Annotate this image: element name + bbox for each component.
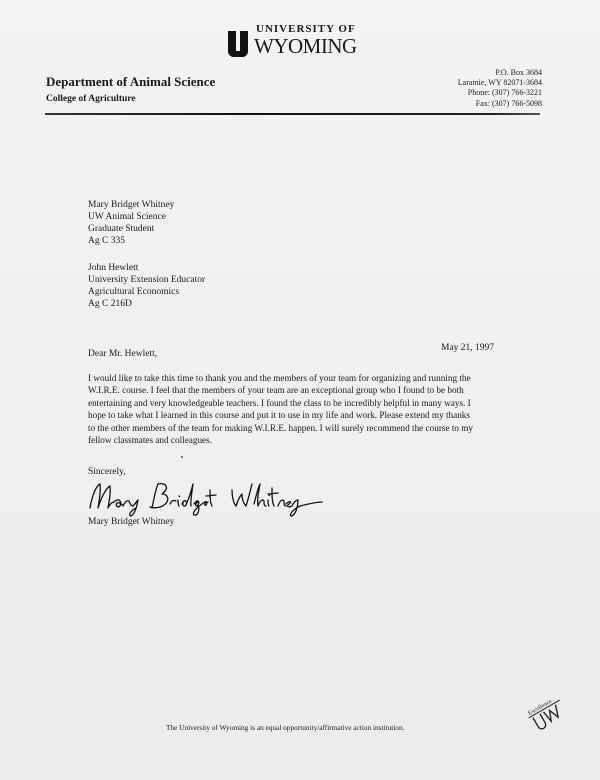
body-line: to the other members of the team for making W.I.R.E. happen. I will surely recommend the course to my [88, 422, 474, 433]
printed-name: Mary Bridget Whitney [88, 517, 175, 527]
department-name: Department of Animal Science [46, 74, 216, 89]
address-phone: Phone: (307) 766-3221 [467, 88, 542, 98]
recipient-line: University Extension Educator [88, 275, 206, 285]
greeting: Dear Mr. Hewlett, [88, 349, 158, 359]
letterhead-address [458, 68, 542, 109]
eeo-statement: The University of Wyoming is an equal opportunity/affirmative action institution. [166, 723, 405, 732]
recipient-block [88, 262, 205, 310]
handwritten-signature [86, 478, 326, 518]
college-name: College of Agriculture [46, 94, 136, 104]
svg-text:Excellence: Excellence [527, 698, 554, 718]
sender-line: Ag C 335 [88, 236, 125, 246]
body-line: entertaining and very knowledgeable teachers. I found the class to be incredibly helpful in many ways. I [88, 397, 471, 408]
uw-logo-icon [228, 31, 250, 57]
scan-speck [181, 456, 183, 458]
sender-block [88, 199, 174, 247]
university-logo [228, 24, 357, 57]
recipient-line: Agricultural Economics [88, 287, 180, 297]
address-po-box: P.O. Box 3684 [495, 68, 542, 77]
letter-body [88, 372, 528, 446]
excellence-uw-seal-icon [524, 692, 570, 732]
address-fax: Fax: (307) 766-5098 [475, 98, 542, 108]
body-line: W.I.R.E. course. I feel that the members of your team are an exceptional group who I found to be both [88, 385, 464, 396]
body-line: hope to take what I learned in this course and put it to use in my life and work. Please extend my thanks [88, 410, 470, 421]
closing: Sincerely, [88, 467, 126, 477]
sender-line: Mary Bridget Whitney [88, 200, 175, 210]
recipient-line: John Hewlett [88, 263, 139, 273]
logo-line-2: WYOMING [254, 34, 357, 58]
recipient-line: Ag C 216D [88, 299, 132, 309]
header-divider [45, 113, 540, 115]
sender-line: UW Animal Science [88, 212, 166, 222]
logo-line-1: UNIVERSITY OF [256, 23, 356, 35]
body-line: fellow classmates and colleagues. [88, 435, 212, 446]
sender-line: Graduate Student [88, 224, 155, 234]
letter-date: May 21, 1997 [441, 343, 495, 353]
address-city: Laramie, WY 82071-3684 [457, 78, 542, 88]
body-line: I would like to take this time to thank you and the members of your team for organizing and running the [88, 373, 471, 383]
